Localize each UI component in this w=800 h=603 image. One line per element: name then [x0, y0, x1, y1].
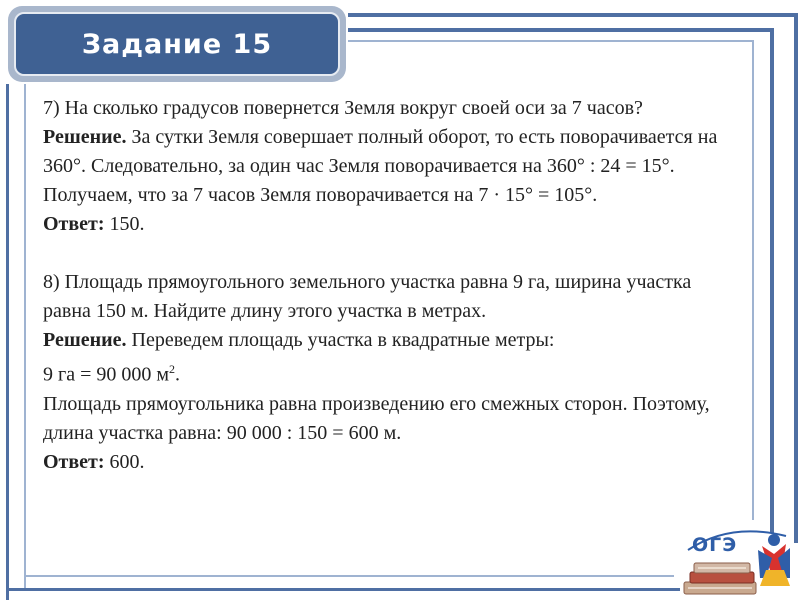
task7-solution: [43, 123, 743, 210]
task8-solution-text: Переведем площадь участка в квадратные метры:: [126, 329, 555, 351]
frame-line-right-2: [770, 28, 774, 533]
task7-question: 7) На сколько градусов повернется Земля вокруг своей оси за 7 часов?: [43, 97, 643, 119]
task-content: [43, 94, 743, 477]
spacer: [43, 239, 743, 268]
title-box: [8, 6, 346, 82]
oge-logo-text: ОГЭ: [692, 534, 738, 556]
task8-answer-label: Ответ:: [43, 450, 105, 473]
task8-conversion-end: .: [175, 363, 181, 386]
figure-head: [768, 534, 780, 546]
task8-explanation: Площадь прямоугольника равна произведению его смежных сторон. Поэтому, длина участка равна: 90 000 : 150 = 600 м.: [43, 392, 710, 444]
frame-line-top-1: [348, 13, 798, 17]
oge-logo: [680, 526, 796, 598]
task7-answer: [43, 210, 743, 239]
title-inner: [14, 12, 340, 76]
frame-line-bottom: [6, 588, 680, 591]
task8-solution-label: Решение.: [43, 329, 127, 351]
task7-solution-text: За сутки Земля совершает полный оборот, то есть поворачивается на 360°. Следовательно, за один час Земля поворачивается на 360° : 24 = 15°. Получаем, что за 7 часов Земля поворачивается на 7 · 15° = 105°.: [43, 126, 718, 206]
task7-answer-value: 150.: [104, 213, 145, 235]
task8-conversion-text: 9 га = 90 000 м: [43, 363, 170, 386]
task8-conversion: [43, 355, 743, 390]
frame-line-top-3: [348, 40, 753, 42]
page-title: Задание 15: [81, 28, 273, 60]
frame-line-left-inner: [24, 84, 26, 589]
frame-line-left: [6, 84, 9, 600]
book-middle: [690, 572, 754, 583]
frame-line-bottom-inner: [24, 575, 674, 577]
task8-answer-value: 600.: [104, 450, 145, 473]
frame-line-top-2: [348, 28, 773, 32]
task8-answer: [43, 448, 743, 477]
frame-line-right-3: [752, 40, 754, 520]
task7-answer-label: Ответ:: [43, 213, 105, 235]
task7-solution-label: Решение.: [43, 126, 127, 148]
task8-question: 8) Площадь прямоугольного земельного участка равна 9 га, ширина участка равна 150 м. Найдите длину этого участка в метрах.: [43, 271, 692, 322]
frame-line-right-1: [794, 13, 798, 543]
task8-conversion-sup: 2: [169, 362, 176, 376]
task8-solution: [43, 326, 743, 355]
